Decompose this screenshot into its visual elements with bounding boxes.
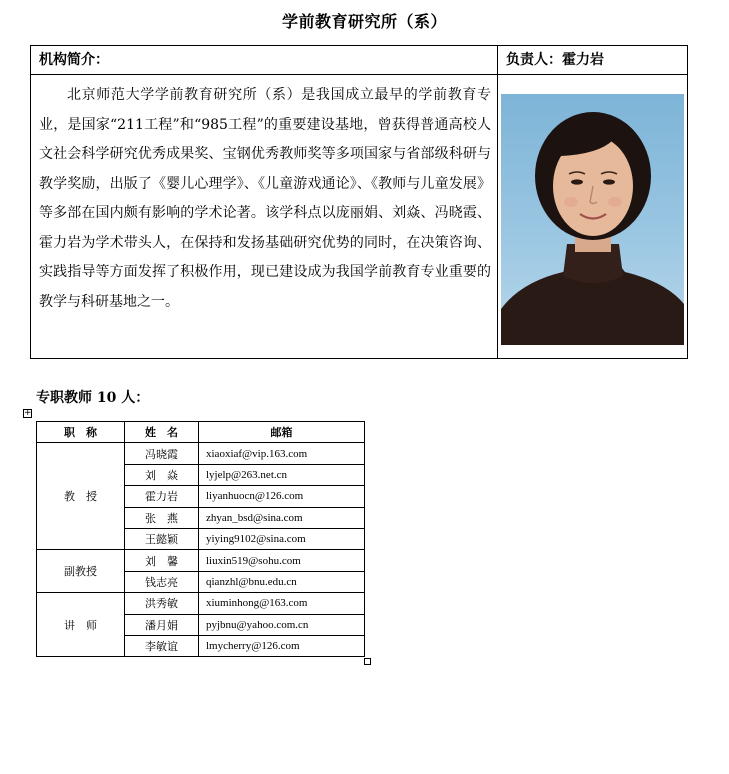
rank-cell: 讲 师: [37, 593, 125, 657]
director-photo: [501, 94, 684, 345]
portrait-illustration: [501, 94, 684, 345]
intro-header-label: 机构简介：: [31, 46, 498, 75]
name-cell: 洪秀敏: [125, 593, 199, 614]
email-cell: lyjelp@263.net.cn: [199, 464, 365, 485]
name-cell: 张 燕: [125, 507, 199, 528]
name-cell: 潘月娟: [125, 614, 199, 635]
name-cell: 霍力岩: [125, 486, 199, 507]
rank-cell: 副教授: [37, 550, 125, 593]
staff-table-header-row: [37, 422, 365, 443]
director-label: 负责人：霍力岩: [498, 46, 688, 75]
email-cell: zhyan_bsd@sina.com: [199, 507, 365, 528]
name-cell: 刘 馨: [125, 550, 199, 571]
header-rank: 职 称: [37, 422, 125, 443]
name-cell: 刘 焱: [125, 464, 199, 485]
name-cell: 王懿颖: [125, 528, 199, 549]
intro-text: 北京师范大学学前教育研究所（系）是我国成立最早的学前教育专业，是国家“211工程”和“985工程”的重要建设基地，曾获得普通高校人文社会科学研究优秀成果奖、宝钢优秀教师奖等多项国家与省部级科研与教学奖励，出版了《婴儿心理学》、《儿童游戏通论》、《教师与儿童发展》等多部在国内颇有影响的学术论著。该学科点以庞丽娟、刘焱、冯晓霞、霍力岩为学术带头人，在保持和发扬基础研究优势的同时，在决策咨询、实践指导等方面发挥了积极作用，现已建设成为我国学前教育专业重要的教学与科研基地之一。: [31, 75, 498, 359]
page-title: 学前教育研究所（系）: [281, 12, 447, 31]
header-email: 邮箱: [199, 422, 365, 443]
staff-table: [36, 421, 365, 657]
email-cell: xiaoxiaf@vip.163.com: [199, 443, 365, 464]
photo-cell: [498, 75, 688, 359]
intro-table: [30, 45, 688, 359]
email-cell: qianzhl@bnu.edu.cn: [199, 571, 365, 592]
email-cell: pyjbnu@yahoo.com.cn: [199, 614, 365, 635]
email-cell: liyanhuocn@126.com: [199, 486, 365, 507]
table-row: [37, 593, 365, 614]
email-cell: xiuminhong@163.com: [199, 593, 365, 614]
staff-section-title: 专职教师 10 人：: [36, 390, 150, 406]
table-move-handle[interactable]: +: [24, 408, 32, 418]
table-row: [37, 443, 365, 464]
table-resize-handle[interactable]: [364, 658, 371, 665]
header-name: 姓 名: [125, 422, 199, 443]
rank-cell: 教 授: [37, 443, 125, 550]
email-cell: lmycherry@126.com: [199, 635, 365, 656]
email-cell: liuxin519@sohu.com: [199, 550, 365, 571]
name-cell: 钱志亮: [125, 571, 199, 592]
table-row: [37, 550, 365, 571]
email-cell: yiying9102@sina.com: [199, 528, 365, 549]
name-cell: 冯晓霞: [125, 443, 199, 464]
name-cell: 李敏谊: [125, 635, 199, 656]
